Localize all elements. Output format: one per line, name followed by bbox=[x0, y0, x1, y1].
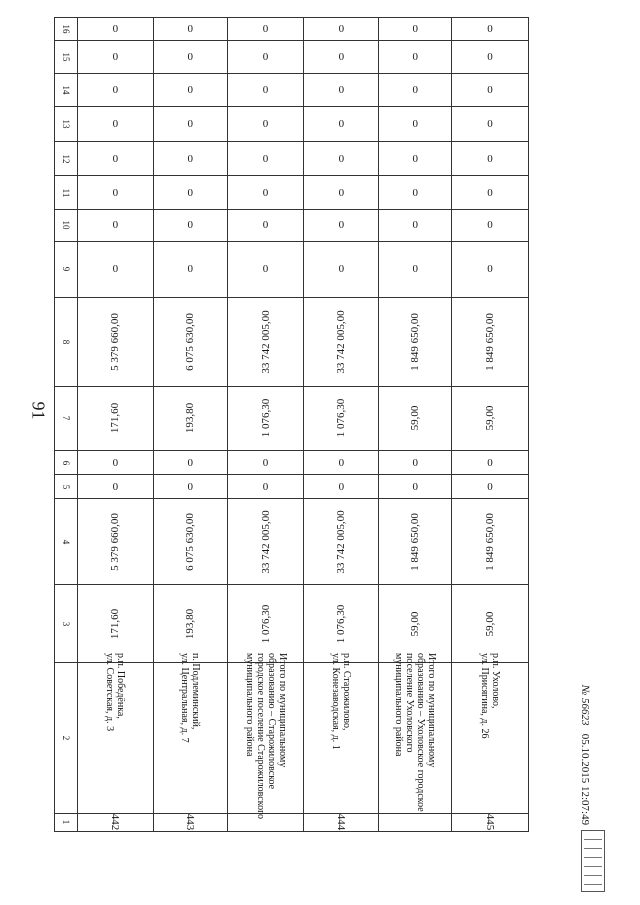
table-cell bbox=[227, 18, 304, 41]
object-name: Итого по муниципальному образованию – Ухоловское городское поселение Ухоловского муниципального района bbox=[393, 653, 438, 815]
column-number: 2 bbox=[60, 735, 71, 741]
table-cell bbox=[452, 585, 529, 663]
table-cell bbox=[304, 813, 379, 831]
table-cell bbox=[153, 107, 227, 142]
table-cell bbox=[379, 107, 452, 142]
column-number: 16 bbox=[60, 24, 71, 34]
value-c7: 171,60 bbox=[109, 403, 122, 434]
table-cell bbox=[304, 475, 379, 499]
value-c11: 0 bbox=[338, 186, 345, 199]
value-c5: 0 bbox=[112, 480, 119, 493]
table-row bbox=[55, 475, 529, 499]
column-number-cell bbox=[55, 475, 78, 499]
table-cell bbox=[452, 451, 529, 475]
value-c14: 0 bbox=[338, 84, 345, 97]
column-number: 1 bbox=[60, 820, 71, 825]
table-cell bbox=[452, 297, 529, 386]
value-c16: 0 bbox=[112, 23, 119, 36]
stamp-number: № 56623 bbox=[579, 684, 591, 726]
table-cell bbox=[379, 297, 452, 386]
column-number-cell bbox=[55, 813, 78, 831]
stamp-text bbox=[579, 685, 591, 825]
table-cell bbox=[227, 241, 304, 297]
table-cell bbox=[379, 451, 452, 475]
table-cell bbox=[77, 107, 153, 142]
table-row bbox=[55, 176, 529, 210]
value-c15: 0 bbox=[412, 51, 418, 64]
table-cell bbox=[452, 653, 529, 813]
table-cell bbox=[77, 241, 153, 297]
column-number: 5 bbox=[60, 484, 71, 489]
table-cell bbox=[304, 451, 379, 475]
value-c5: 0 bbox=[262, 480, 269, 493]
column-number: 3 bbox=[60, 621, 71, 627]
value-c3: 1 076,30 bbox=[259, 604, 272, 644]
value-c13: 0 bbox=[338, 118, 345, 131]
table-cell bbox=[227, 142, 304, 176]
table-cell bbox=[379, 475, 452, 499]
value-c4: 1 849 650,00 bbox=[409, 512, 422, 571]
value-c15: 0 bbox=[487, 51, 493, 64]
column-number: 14 bbox=[60, 85, 71, 95]
value-c6: 0 bbox=[338, 456, 345, 469]
table-row bbox=[55, 297, 529, 386]
table-row bbox=[55, 813, 529, 831]
column-number-cell bbox=[55, 74, 78, 107]
column-number-cell bbox=[55, 297, 78, 386]
table-cell bbox=[452, 475, 529, 499]
value-c3: 171,60 bbox=[109, 608, 122, 640]
table-cell bbox=[153, 499, 227, 585]
column-number: 4 bbox=[60, 539, 71, 544]
table-cell bbox=[452, 386, 529, 450]
value-c8: 33 742 005,00 bbox=[259, 310, 272, 374]
value-c16: 0 bbox=[338, 23, 345, 36]
table-row bbox=[55, 451, 529, 475]
table-cell bbox=[452, 813, 529, 831]
value-c10: 0 bbox=[338, 219, 345, 232]
value-c3: 193,80 bbox=[184, 608, 197, 640]
column-number: 13 bbox=[60, 119, 71, 129]
value-c10: 0 bbox=[187, 219, 193, 232]
table-cell bbox=[153, 210, 227, 241]
table-cell bbox=[379, 74, 452, 107]
table-cell bbox=[77, 585, 153, 663]
table-cell bbox=[379, 386, 452, 450]
value-c12: 0 bbox=[412, 152, 418, 165]
table-cell bbox=[452, 142, 529, 176]
object-name: р.п. Ухолово, ул. Присягина, д. 26 bbox=[479, 653, 502, 739]
table-cell bbox=[304, 499, 379, 585]
value-c8: 5 379 660,00 bbox=[109, 312, 122, 371]
value-c3: 59,00 bbox=[409, 611, 422, 637]
value-c7: 1 076,30 bbox=[335, 399, 348, 438]
table-cell bbox=[379, 210, 452, 241]
table-cell bbox=[227, 210, 304, 241]
value-c16: 0 bbox=[187, 23, 193, 36]
table-cell bbox=[77, 813, 153, 831]
row-number: 445 bbox=[484, 814, 497, 831]
table-cell bbox=[77, 653, 153, 813]
value-c11: 0 bbox=[487, 186, 493, 199]
table-cell bbox=[304, 210, 379, 241]
table-cell bbox=[379, 241, 452, 297]
value-c9: 0 bbox=[187, 263, 193, 276]
value-c7: 1 076,30 bbox=[259, 399, 272, 438]
data-table bbox=[54, 17, 529, 832]
table-cell bbox=[227, 74, 304, 107]
table-cell bbox=[304, 107, 379, 142]
column-number: 7 bbox=[60, 416, 71, 421]
table-cell bbox=[452, 176, 529, 210]
table-cell bbox=[153, 74, 227, 107]
column-number-cell bbox=[55, 585, 78, 663]
table-cell bbox=[452, 74, 529, 107]
value-c10: 0 bbox=[262, 219, 269, 232]
row-number: 442 bbox=[109, 814, 122, 831]
value-c4: 5 379 660,00 bbox=[109, 512, 122, 571]
value-c6: 0 bbox=[187, 456, 193, 469]
value-c14: 0 bbox=[412, 84, 418, 97]
table-cell bbox=[379, 813, 452, 831]
table-row bbox=[55, 210, 529, 241]
table-cell bbox=[153, 653, 227, 813]
table-cell bbox=[379, 653, 452, 815]
column-number: 9 bbox=[60, 266, 71, 272]
table-cell bbox=[227, 475, 304, 499]
table-cell bbox=[227, 451, 304, 475]
value-c10: 0 bbox=[112, 219, 119, 232]
table-cell bbox=[452, 107, 529, 142]
table-cell bbox=[77, 297, 153, 386]
column-number: 6 bbox=[60, 460, 71, 465]
value-c8: 33 742 005,00 bbox=[335, 310, 348, 374]
table-cell bbox=[379, 18, 452, 41]
column-number: 15 bbox=[60, 52, 71, 62]
table-cell bbox=[379, 499, 452, 585]
table-cell bbox=[153, 813, 227, 831]
value-c10: 0 bbox=[487, 219, 493, 232]
value-c15: 0 bbox=[187, 51, 193, 64]
value-c8: 1 849 650,00 bbox=[409, 312, 422, 371]
value-c5: 0 bbox=[338, 480, 345, 493]
table-cell bbox=[304, 176, 379, 210]
value-c8: 6 075 630,00 bbox=[184, 312, 197, 371]
value-c5: 0 bbox=[487, 480, 493, 493]
value-c14: 0 bbox=[187, 84, 193, 97]
value-c4: 6 075 630,00 bbox=[184, 512, 197, 571]
column-number: 8 bbox=[60, 339, 71, 344]
table-cell bbox=[227, 653, 304, 822]
column-number-cell bbox=[55, 176, 78, 210]
table-row bbox=[55, 585, 529, 663]
table-cell bbox=[452, 241, 529, 297]
row-number: 443 bbox=[184, 814, 197, 831]
table-cell bbox=[452, 18, 529, 41]
table-cell bbox=[77, 176, 153, 210]
table-cell bbox=[77, 210, 153, 241]
column-number-cell bbox=[55, 663, 78, 813]
table-cell bbox=[77, 451, 153, 475]
column-number-cell bbox=[55, 451, 78, 475]
value-c10: 0 bbox=[412, 219, 418, 232]
value-c11: 0 bbox=[187, 186, 193, 199]
column-number-cell bbox=[55, 210, 78, 241]
object-name: р.п. Старожилово, ул. Конезаводская, д. 1 bbox=[330, 653, 353, 750]
table-cell bbox=[153, 386, 227, 450]
value-c4: 33 742 005,00 bbox=[259, 510, 272, 574]
table-cell bbox=[153, 451, 227, 475]
table-cell bbox=[77, 41, 153, 74]
table-row bbox=[55, 499, 529, 585]
table-cell bbox=[153, 176, 227, 210]
value-c9: 0 bbox=[338, 263, 345, 276]
table-row bbox=[55, 142, 529, 176]
table-cell bbox=[304, 74, 379, 107]
value-c5: 0 bbox=[412, 480, 418, 493]
table-cell bbox=[227, 107, 304, 142]
value-c9: 0 bbox=[412, 263, 418, 276]
value-c4: 1 849 650,00 bbox=[484, 512, 497, 571]
value-c13: 0 bbox=[112, 118, 119, 131]
object-name: п. Подлеминский, ул. Центральная, д. 7 bbox=[179, 653, 202, 743]
table-cell bbox=[304, 585, 379, 663]
value-c7: 59,00 bbox=[409, 406, 422, 431]
column-number-cell bbox=[55, 142, 78, 176]
table-row bbox=[55, 41, 529, 74]
table-cell bbox=[153, 585, 227, 663]
value-c15: 0 bbox=[112, 51, 119, 64]
table-cell bbox=[227, 297, 304, 386]
table-cell bbox=[304, 18, 379, 41]
table-cell bbox=[304, 386, 379, 450]
value-c13: 0 bbox=[187, 118, 193, 131]
value-c5: 0 bbox=[187, 480, 193, 493]
table-cell bbox=[227, 386, 304, 450]
table-cell bbox=[227, 813, 304, 831]
table-row bbox=[55, 74, 529, 107]
column-number-cell bbox=[55, 18, 78, 41]
value-c14: 0 bbox=[262, 84, 269, 97]
value-c11: 0 bbox=[262, 186, 269, 199]
table-cell bbox=[379, 142, 452, 176]
table-cell bbox=[77, 386, 153, 450]
table-cell bbox=[379, 585, 452, 663]
table-cell bbox=[304, 142, 379, 176]
table-cell bbox=[77, 499, 153, 585]
table-cell bbox=[452, 41, 529, 74]
object-name: р.п. Победёнка, ул. Советская, д. 3 bbox=[104, 653, 127, 732]
column-number-cell bbox=[55, 41, 78, 74]
value-c8: 1 849 650,00 bbox=[484, 312, 497, 371]
value-c6: 0 bbox=[112, 456, 119, 469]
stamp-logo-icon bbox=[581, 830, 605, 892]
value-c6: 0 bbox=[262, 456, 269, 469]
page-number: 91 bbox=[28, 401, 49, 420]
column-number-cell bbox=[55, 386, 78, 450]
column-number: 10 bbox=[60, 220, 71, 230]
table-cell bbox=[379, 41, 452, 74]
value-c3: 59,00 bbox=[484, 611, 497, 637]
value-c7: 193,80 bbox=[184, 403, 197, 434]
value-c12: 0 bbox=[112, 152, 119, 165]
value-c15: 0 bbox=[262, 51, 269, 64]
table-cell bbox=[304, 297, 379, 386]
table-cell bbox=[227, 176, 304, 210]
value-c7: 59,00 bbox=[484, 406, 497, 431]
value-c9: 0 bbox=[112, 263, 119, 276]
table-cell bbox=[77, 74, 153, 107]
table-cell bbox=[77, 142, 153, 176]
table-cell bbox=[227, 585, 304, 663]
value-c9: 0 bbox=[262, 263, 269, 276]
value-c16: 0 bbox=[487, 23, 493, 36]
value-c6: 0 bbox=[412, 456, 418, 469]
table-cell bbox=[153, 297, 227, 386]
table-cell bbox=[227, 41, 304, 74]
column-number: 12 bbox=[60, 154, 71, 164]
table-cell bbox=[379, 176, 452, 210]
table-cell bbox=[452, 210, 529, 241]
value-c3: 1 076,30 bbox=[335, 604, 348, 644]
value-c11: 0 bbox=[412, 186, 418, 199]
table-cell bbox=[77, 18, 153, 41]
value-c13: 0 bbox=[412, 118, 418, 131]
value-c11: 0 bbox=[112, 186, 119, 199]
value-c4: 33 742 005,00 bbox=[335, 510, 348, 574]
value-c14: 0 bbox=[112, 84, 119, 97]
table-cell bbox=[304, 653, 379, 813]
table-cell bbox=[304, 41, 379, 74]
column-number-cell bbox=[55, 241, 78, 297]
object-name: Итого по муниципальному образованию – Старожиловское городское поселение Старожиловского муниципального района bbox=[243, 653, 288, 822]
table-row bbox=[55, 107, 529, 142]
stamp-datetime: 05.10.2015 12:07:49 bbox=[579, 733, 591, 826]
value-c16: 0 bbox=[262, 23, 269, 36]
value-c9: 0 bbox=[487, 263, 493, 276]
table-row bbox=[55, 18, 529, 41]
value-c15: 0 bbox=[338, 51, 345, 64]
table-row bbox=[55, 386, 529, 450]
value-c13: 0 bbox=[487, 118, 493, 131]
table-cell bbox=[304, 241, 379, 297]
value-c6: 0 bbox=[487, 456, 493, 469]
value-c12: 0 bbox=[187, 152, 193, 165]
table-cell bbox=[153, 241, 227, 297]
table-cell bbox=[227, 499, 304, 585]
table-cell bbox=[153, 18, 227, 41]
column-number: 11 bbox=[60, 188, 71, 198]
value-c12: 0 bbox=[487, 152, 493, 165]
table-cell bbox=[153, 41, 227, 74]
value-c12: 0 bbox=[338, 152, 345, 165]
value-c14: 0 bbox=[487, 84, 493, 97]
table-row bbox=[55, 241, 529, 297]
value-c16: 0 bbox=[412, 23, 418, 36]
table-cell bbox=[77, 475, 153, 499]
table-cell bbox=[153, 475, 227, 499]
table-cell bbox=[153, 142, 227, 176]
value-c12: 0 bbox=[262, 152, 269, 165]
table-row bbox=[55, 663, 529, 813]
column-number-cell bbox=[55, 107, 78, 142]
table-cell bbox=[452, 499, 529, 585]
column-number-cell bbox=[55, 499, 78, 585]
value-c13: 0 bbox=[262, 118, 269, 131]
row-number: 444 bbox=[335, 814, 348, 831]
